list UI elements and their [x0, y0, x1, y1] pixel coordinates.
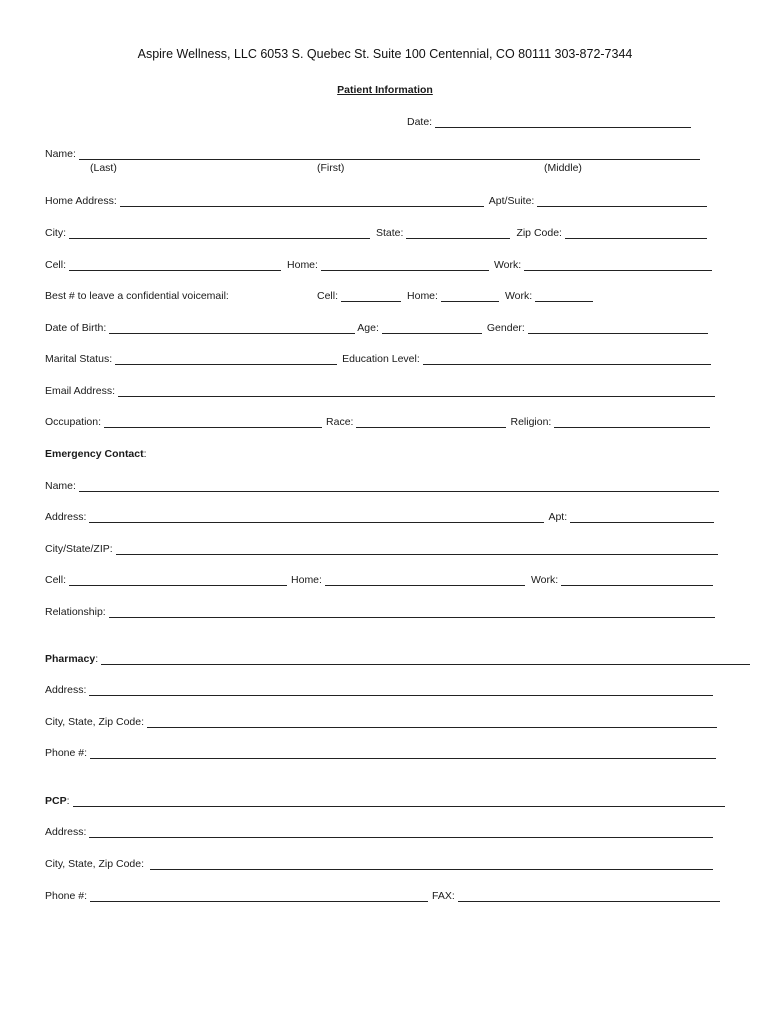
pcp-phone-label: Phone #: [45, 890, 88, 902]
emergency-apt-field[interactable] [570, 511, 714, 523]
work-phone-label: Work: [493, 259, 522, 271]
emergency-relationship-label: Relationship: [45, 606, 106, 618]
pcp-address-row [45, 824, 713, 838]
emergency-relationship-field[interactable] [109, 606, 715, 618]
apt-suite-field[interactable] [537, 195, 707, 207]
occupation-row [45, 414, 710, 428]
pcp-city-row [45, 856, 713, 870]
form-title: Patient Information [337, 84, 433, 96]
pharmacy-name-field[interactable] [101, 653, 750, 665]
emergency-name-row [45, 478, 719, 492]
religion-field[interactable] [554, 416, 710, 428]
emergency-home-label: Home: [291, 574, 322, 586]
home-address-label: Home Address: [45, 195, 117, 207]
emergency-name-field[interactable] [79, 480, 719, 492]
pharmacy-address-field[interactable] [89, 684, 713, 696]
emergency-contact-title: Emergency Contact [45, 448, 144, 460]
pharmacy-city-row [45, 714, 717, 728]
city-label: City: [45, 227, 66, 239]
state-field[interactable] [406, 227, 510, 239]
emergency-name-label: Name: [45, 480, 76, 492]
dob-row [45, 320, 708, 334]
practice-header: Aspire Wellness, LLC 6053 S. Quebec St. Suite 100 Centennial, CO 80111 303-872-7344 [137, 47, 633, 61]
date-label: Date: [407, 116, 433, 128]
email-field[interactable] [118, 385, 715, 397]
name-field[interactable] [79, 148, 700, 160]
voicemail-home-label: Home: [407, 290, 438, 302]
dob-field[interactable] [109, 322, 355, 334]
city-field[interactable] [69, 227, 370, 239]
gender-field[interactable] [528, 322, 708, 334]
race-label: Race: [326, 416, 354, 428]
cell-field[interactable] [69, 259, 281, 271]
emergency-city-row [45, 541, 718, 555]
occupation-label: Occupation: [45, 416, 102, 428]
zip-label: Zip Code: [516, 227, 562, 239]
education-level-label: Education Level: [342, 353, 420, 365]
pcp-name-field[interactable] [73, 795, 725, 807]
marital-status-label: Marital Status: [45, 353, 113, 365]
name-label: Name: [45, 148, 76, 160]
marital-status-field[interactable] [115, 353, 337, 365]
pcp-phone-field[interactable] [90, 890, 428, 902]
pharmacy-phone-row [45, 745, 716, 759]
marital-row [45, 351, 711, 365]
name-row [45, 146, 700, 160]
dob-label: Date of Birth: [45, 322, 107, 334]
gender-label: Gender: [486, 322, 525, 334]
emergency-phone-row [45, 572, 713, 586]
pcp-address-field[interactable] [89, 826, 713, 838]
voicemail-work-field[interactable] [535, 290, 593, 302]
age-field[interactable] [382, 322, 482, 334]
pharmacy-address-label: Address: [45, 684, 87, 696]
date-row [407, 114, 691, 128]
email-row [45, 383, 715, 397]
voicemail-cell-field[interactable] [341, 290, 401, 302]
pcp-fax-label: FAX: [432, 890, 455, 902]
pcp-phone-row [45, 888, 720, 902]
emergency-address-label: Address: [45, 511, 87, 523]
emergency-relationship-row [45, 604, 715, 618]
date-field[interactable] [435, 116, 691, 128]
emergency-city-state-zip-field[interactable] [116, 543, 718, 555]
emergency-address-row [45, 509, 714, 523]
emergency-home-field[interactable] [325, 574, 525, 586]
pharmacy-colon: : [95, 653, 99, 665]
pcp-city-state-zip-label: City, State, Zip Code: [45, 858, 145, 870]
emergency-work-label: Work: [530, 574, 559, 586]
voicemail-cell-label: Cell: [317, 290, 339, 302]
voicemail-label: Best # to leave a confidential voicemail: [45, 290, 229, 302]
pcp-address-label: Address: [45, 826, 87, 838]
zip-field[interactable] [565, 227, 707, 239]
home-phone-label: Home: [287, 259, 318, 271]
pcp-fax-field[interactable] [458, 890, 720, 902]
emergency-cell-label: Cell: [45, 574, 67, 586]
state-label: State: [376, 227, 404, 239]
occupation-field[interactable] [104, 416, 322, 428]
emergency-apt-label: Apt: [548, 511, 568, 523]
home-address-row [45, 193, 707, 207]
age-label: Age: [357, 322, 379, 334]
pharmacy-address-row [45, 682, 713, 696]
last-name-caption: (Last) [90, 162, 117, 174]
city-row [45, 225, 707, 239]
cell-label: Cell: [45, 259, 67, 271]
education-level-field[interactable] [423, 353, 711, 365]
middle-name-caption: (Middle) [544, 162, 582, 174]
pcp-row [45, 793, 725, 807]
pcp-city-state-zip-field[interactable] [150, 858, 713, 870]
apt-suite-label: Apt/Suite: [488, 195, 535, 207]
emergency-work-field[interactable] [561, 574, 713, 586]
voicemail-home-field[interactable] [441, 290, 499, 302]
pharmacy-city-state-zip-label: City, State, Zip Code: [45, 716, 145, 728]
emergency-contact-colon: : [143, 448, 147, 460]
religion-label: Religion: [510, 416, 552, 428]
emergency-contact-heading [45, 446, 147, 460]
pcp-title: PCP [45, 795, 67, 807]
first-name-caption: (First) [317, 162, 345, 174]
emergency-address-field[interactable] [89, 511, 544, 523]
phone-row [45, 257, 712, 271]
voicemail-row [45, 288, 593, 302]
email-label: Email Address: [45, 385, 116, 397]
pharmacy-row [45, 651, 750, 665]
emergency-cell-field[interactable] [69, 574, 287, 586]
voicemail-work-label: Work: [504, 290, 533, 302]
home-phone-field[interactable] [321, 259, 489, 271]
work-phone-field[interactable] [524, 259, 712, 271]
emergency-city-state-zip-label: City/State/ZIP: [45, 543, 113, 555]
pharmacy-city-state-zip-field[interactable] [147, 716, 717, 728]
pharmacy-phone-field[interactable] [90, 747, 716, 759]
pcp-colon: : [66, 795, 70, 807]
pharmacy-title: Pharmacy [45, 653, 96, 665]
race-field[interactable] [356, 416, 506, 428]
home-address-field[interactable] [120, 195, 484, 207]
pharmacy-phone-label: Phone #: [45, 747, 88, 759]
